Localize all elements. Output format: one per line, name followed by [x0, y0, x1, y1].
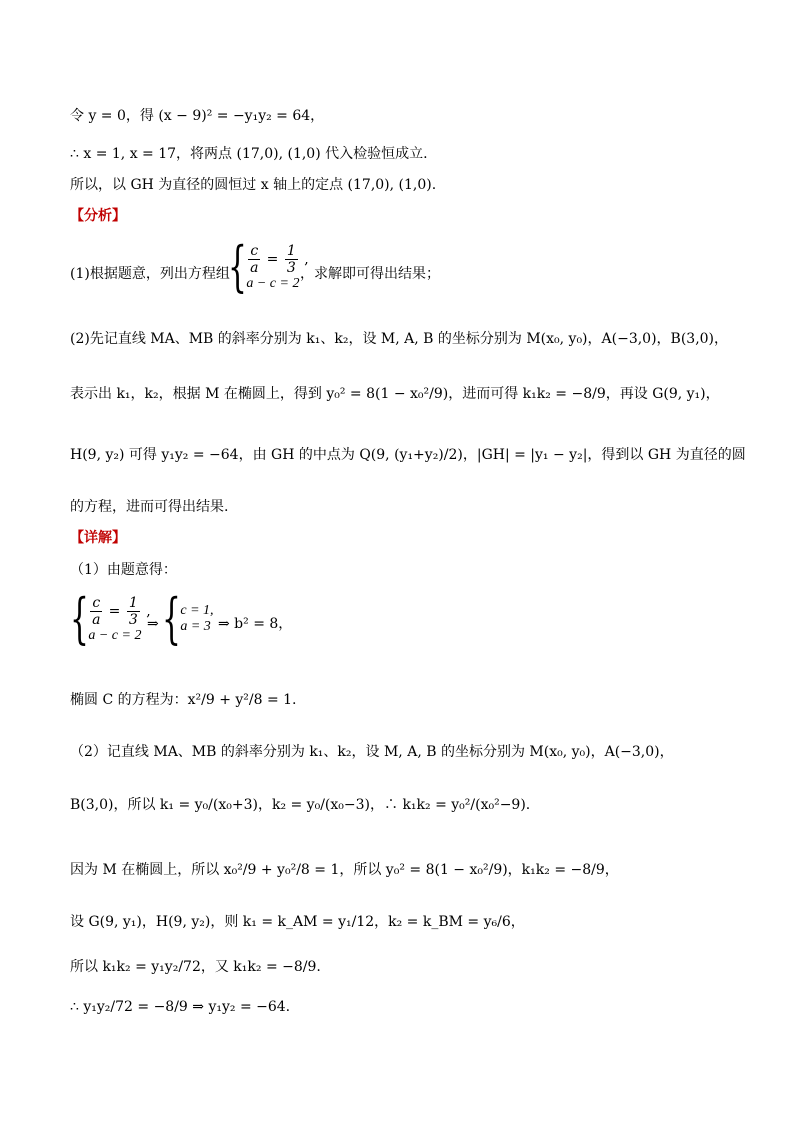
system-row-2: a − c = 2 — [246, 275, 300, 291]
detail-step2-b: B(3,0)，所以 k₁ = y₀/(x₀+3)，k₂ = y₀/(x₀−3)，∴ k₁k₂ = y₀²/(x₀²−9). — [70, 797, 531, 813]
comma: , — [146, 603, 151, 619]
equation-system-1 — [228, 235, 309, 298]
detail-heading: 【详解】 — [70, 530, 126, 546]
frac-num: c — [250, 242, 259, 259]
detail-step2-d: 设 G(9, y₁)，H(9, y₂)，则 k₁ = k_AM = y₁/12，k₂ = k_BM = y₆/6， — [70, 914, 525, 930]
system-row-1: c = 1, — [180, 603, 214, 618]
eq-sign: = — [266, 251, 279, 267]
analysis-heading: 【分析】 — [70, 208, 126, 224]
frac-num: 1 — [128, 594, 138, 611]
frac-den: a — [92, 611, 101, 628]
ellipse-equation: 椭圆 C 的方程为：x²/9 + y²/8 = 1. — [70, 692, 297, 708]
detail-step2-a: （2）记直线 MA、MB 的斜率分别为 k₁、k₂，设 M, A, B 的坐标分别为 M(x₀, y₀)，A(−3,0)， — [70, 744, 674, 760]
left-brace-icon: { — [162, 587, 181, 650]
equation-system-2 — [70, 587, 151, 650]
implies-arrow: ⇒ — [147, 616, 159, 632]
system-row-2: a = 3 — [180, 619, 211, 634]
detail-step1: （1）由题意得： — [70, 562, 177, 578]
text-line-step2-d: 的方程，进而可得出结果. — [70, 499, 229, 515]
analysis-step1-prefix: (1)根据题意，列出方程组 — [70, 266, 230, 282]
system-row-2: a − c = 2 — [88, 627, 142, 643]
comma: , — [304, 251, 309, 267]
text-line-1: 令 y = 0，得 (x − 9)² = −y₁y₂ = 64， — [70, 108, 325, 124]
text-line-step2-a: (2)先记直线 MA、MB 的斜率分别为 k₁、k₂，设 M, A, B 的坐标分别为 M(x₀, y₀)，A(−3,0)，B(3,0)， — [70, 331, 729, 347]
eq-sign: = — [108, 603, 121, 619]
text-line-3: 所以，以 GH 为直径的圆恒过 x 轴上的定点 (17,0), (1,0). — [70, 177, 437, 193]
frac-den: 3 — [128, 611, 138, 628]
frac-num: c — [92, 594, 101, 611]
detail-step2-f: ∴ y₁y₂/72 = −8/9 ⇒ y₁y₂ = −64. — [70, 999, 291, 1015]
left-brace-icon: { — [70, 587, 89, 650]
detail-step2-c: 因为 M 在椭圆上，所以 x₀²/9 + y₀²/8 = 1，所以 y₀² = 8(1 − x₀²/9)，k₁k₂ = −8/9， — [70, 862, 619, 878]
frac-den: a — [250, 259, 259, 276]
text-line-step2-c: H(9, y₂) 可得 y₁y₂ = −64，由 GH 的中点为 Q(9, (y₁+y₂)/2)，|GH| = |y₁ − y₂|，得到以 GH 为直径的圆 — [70, 447, 746, 463]
frac-num: 1 — [286, 242, 296, 259]
analysis-step1-suffix: ，求解即可得出结果； — [300, 266, 440, 282]
detail-step2-e: 所以 k₁k₂ = y₁y₂/72，又 k₁k₂ = −8/9. — [70, 959, 321, 975]
frac-den: 3 — [286, 259, 296, 276]
text-line-step2-b: 表示出 k₁，k₂，根据 M 在椭圆上，得到 y₀² = 8(1 − x₀²/9)，进而可得 k₁k₂ = −8/9，再设 G(9, y₁)， — [70, 386, 720, 402]
b-squared: ⇒ b² = 8， — [218, 616, 293, 632]
left-brace-icon: { — [228, 235, 247, 298]
equation-system-3 — [162, 587, 214, 650]
text-line-2: ∴ x = 1, x = 17，将两点 (17,0), (1,0) 代入检验恒成立. — [70, 146, 428, 162]
